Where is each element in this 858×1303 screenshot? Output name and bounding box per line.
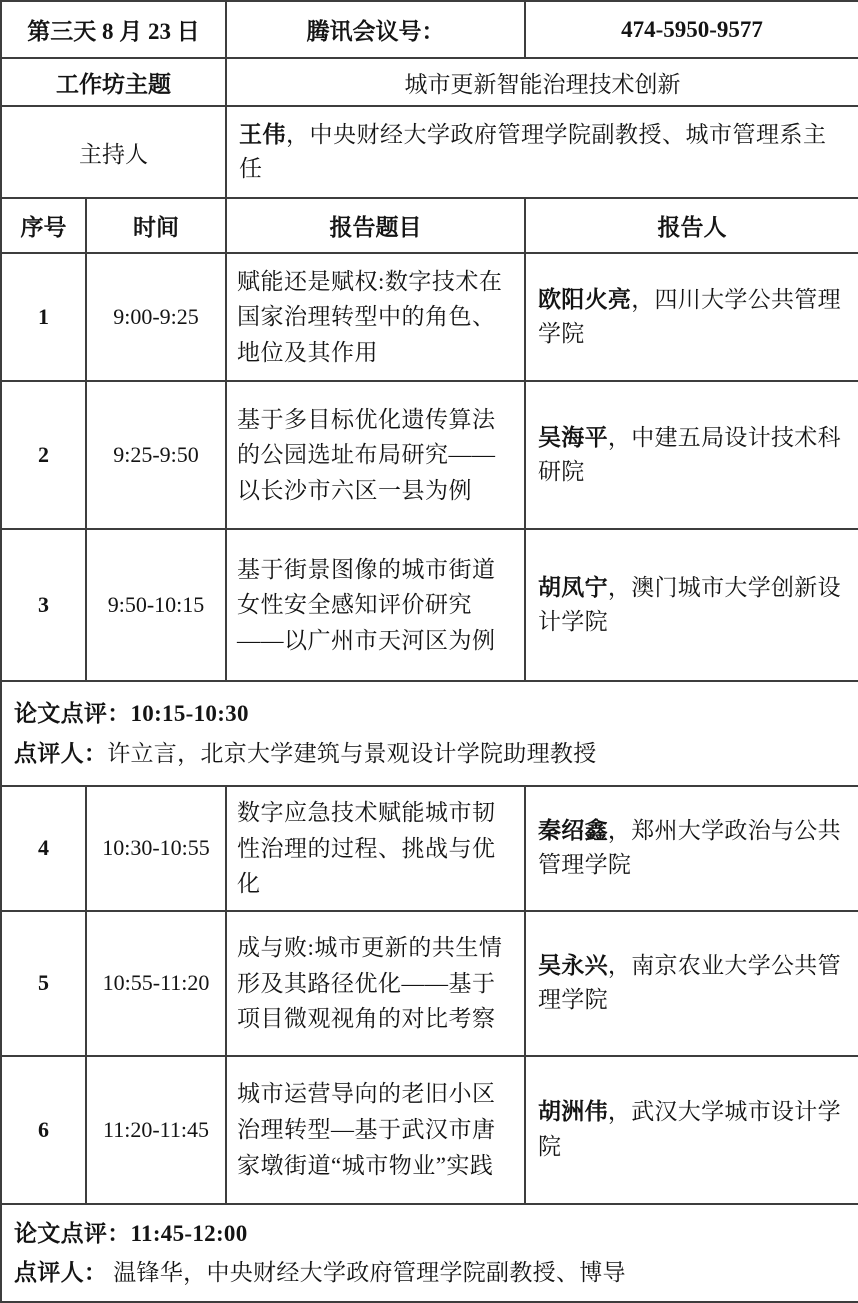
session-row	[1, 529, 858, 681]
session-no: 5	[1, 911, 86, 1056]
session-title: 成与败:城市更新的共生情形及其路径优化——基于项目微观视角的对比考察	[226, 911, 525, 1056]
review-row	[1, 681, 858, 786]
session-row	[1, 786, 858, 911]
session-title: 城市运营导向的老旧小区治理转型—基于武汉市唐家墩街道“城市物业”实践	[226, 1056, 525, 1204]
session-title: 基于多目标优化遗传算法的公园选址布局研究——以长沙市六区一县为例	[226, 381, 525, 529]
speaker-name: 胡凤宁	[538, 574, 608, 600]
session-no: 1	[1, 253, 86, 381]
review-label: 论文点评：	[14, 1220, 131, 1246]
host-name: 王伟	[239, 121, 286, 147]
review-person-line	[14, 734, 846, 773]
session-time: 11:20-11:45	[86, 1056, 226, 1204]
session-title: 数字应急技术赋能城市韧性治理的过程、挑战与优化	[226, 786, 525, 911]
session-no: 4	[1, 786, 86, 911]
review-person-label: 点评人：	[14, 740, 108, 766]
meeting-id-value: 474-5950-9577	[525, 1, 858, 58]
speaker-affiliation: ，澳门城市大学创新设计学院	[538, 574, 841, 634]
meeting-id-label: 腾讯会议号：	[226, 1, 525, 58]
speaker-name: 欧阳火亮	[538, 286, 632, 312]
speaker-affiliation: ，四川大学公共管理学院	[538, 286, 841, 346]
session-row	[1, 253, 858, 381]
col-header-speaker: 报告人	[525, 198, 858, 253]
session-title: 基于街景图像的城市街道女性安全感知评价研究 ——以广州市天河区为例	[226, 529, 525, 681]
host-desc: ，中央财经大学政府管理学院副教授、城市管理系主任	[239, 121, 827, 181]
review-row	[1, 1204, 858, 1302]
host-label: 主持人	[1, 106, 226, 198]
row-column-headers	[1, 198, 858, 253]
theme-label: 工作坊主题	[1, 58, 226, 106]
speaker-affiliation: ，南京农业大学公共管理学院	[538, 952, 841, 1013]
speaker-name: 吴永兴	[538, 952, 608, 978]
session-speaker	[525, 786, 858, 911]
speaker-name: 吴海平	[538, 424, 608, 450]
session-speaker	[525, 381, 858, 529]
session-no: 2	[1, 381, 86, 529]
speaker-name: 秦绍鑫	[538, 817, 608, 843]
col-header-title: 报告题目	[226, 198, 525, 253]
review-label: 论文点评：	[14, 701, 131, 727]
review-person: 许立言，北京大学建筑与景观设计学院助理教授	[107, 740, 597, 766]
review-time: 11:45-12:00	[130, 1220, 248, 1246]
theme-value: 城市更新智能治理技术创新	[226, 58, 858, 106]
review-block	[1, 1204, 858, 1302]
col-header-time: 时间	[86, 198, 226, 253]
session-row	[1, 1056, 858, 1204]
speaker-name: 胡洲伟	[538, 1099, 608, 1125]
review-time-line	[14, 1214, 846, 1253]
speaker-affiliation: ，武汉大学城市设计学院	[538, 1099, 841, 1159]
session-time: 9:50-10:15	[86, 529, 226, 681]
row-host	[1, 106, 858, 198]
review-block	[1, 681, 858, 786]
session-time: 10:55-11:20	[86, 911, 226, 1056]
day-label: 第三天 8 月 23 日	[1, 1, 226, 58]
session-speaker	[525, 253, 858, 381]
host-value	[226, 106, 858, 198]
session-time: 9:25-9:50	[86, 381, 226, 529]
review-person-line	[14, 1253, 846, 1292]
session-time: 10:30-10:55	[86, 786, 226, 911]
session-no: 6	[1, 1056, 86, 1204]
session-row	[1, 381, 858, 529]
session-speaker	[525, 911, 858, 1056]
review-time: 10:15-10:30	[130, 701, 249, 727]
speaker-affiliation: ，郑州大学政治与公共管理学院	[538, 817, 841, 878]
row-day-meeting	[1, 1, 858, 58]
review-time-line	[14, 694, 846, 733]
col-header-no: 序号	[1, 198, 86, 253]
session-title: 赋能还是赋权:数字技术在国家治理转型中的角色、地位及其作用	[226, 253, 525, 381]
session-no: 3	[1, 529, 86, 681]
review-person: 温锋华，中央财经大学政府管理学院副教授、博导	[107, 1259, 626, 1285]
session-row	[1, 911, 858, 1056]
speaker-affiliation: ，中建五局设计技术科研院	[538, 424, 841, 484]
session-speaker	[525, 1056, 858, 1204]
session-speaker	[525, 529, 858, 681]
review-person-label: 点评人：	[14, 1259, 108, 1285]
session-time: 9:00-9:25	[86, 253, 226, 381]
row-theme	[1, 58, 858, 106]
